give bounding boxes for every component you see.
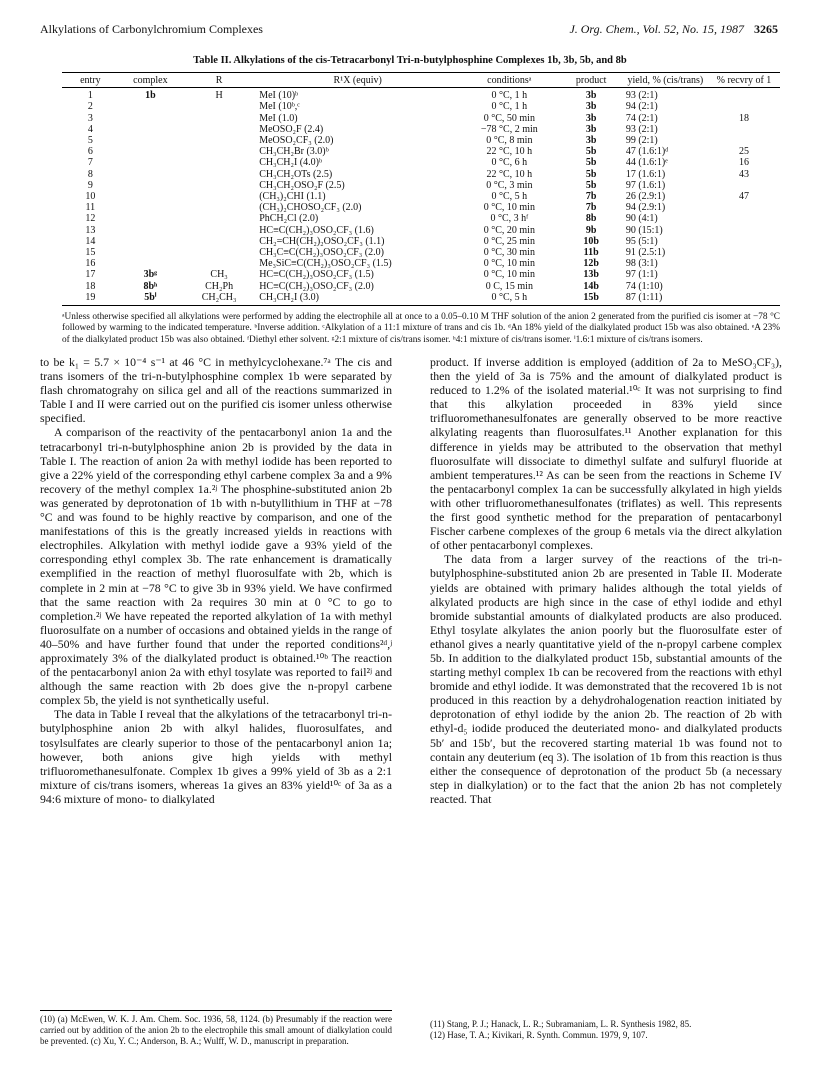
cell-entry: 1: [87, 90, 93, 102]
cell-complex: 1b: [145, 90, 156, 102]
cell-product: 7b: [585, 202, 597, 214]
cell-rx: CH₃CH₂Br (3.0)ᵇ: [259, 146, 329, 158]
cell-rx: CH₃CH₂OTs (2.5): [259, 168, 333, 180]
cell-yield: 94 (2:1): [625, 101, 658, 113]
cell-r: [182, 180, 256, 191]
cell-entry: 2: [87, 101, 93, 113]
cell-complex: [119, 225, 182, 236]
cell-product: 14b: [583, 280, 599, 292]
table-row: [62, 157, 780, 168]
cell-rx: MeI (10)ᵇ: [259, 90, 299, 102]
table-row: [62, 191, 780, 202]
cell-complex: [119, 101, 182, 112]
cell-complex: [119, 113, 182, 124]
col-complex: complex: [119, 73, 182, 88]
cell-product: 9b: [585, 224, 597, 236]
cell-rx: HC≡C(CH₂)₃OSO₂CF₃ (1.6): [259, 224, 374, 236]
cell-r: [182, 124, 256, 135]
cell-recovery: [708, 202, 780, 213]
cell-product: 3b: [585, 101, 597, 113]
cell-r: [182, 191, 256, 202]
cell-complex: 3bᵍ: [143, 269, 158, 281]
cell-product: 5b: [585, 157, 597, 169]
cell-yield: 87 (1:11): [623, 292, 708, 306]
cell-yield: 47 (1.6:1)ᵈ: [625, 146, 669, 158]
cell-cond: 0 °C, 25 min: [483, 235, 535, 247]
cell-yield: 90 (15:1): [625, 224, 663, 236]
table-row: [62, 113, 780, 124]
cell-cond: 0 °C, 10 min: [483, 258, 535, 270]
cell-product: 8b: [585, 213, 597, 225]
cell-product: 7b: [585, 191, 597, 203]
cell-rx: CH₂=CH(CH₂)₂OSO₂CF₃ (1.1): [259, 235, 385, 247]
cell-recovery: [708, 225, 780, 236]
cell-recovery: [708, 236, 780, 247]
cell-cond: 0 °C, 30 min: [483, 247, 535, 259]
cell-yield: 44 (1.6:1)ᵉ: [625, 157, 668, 169]
table-row: [62, 258, 780, 269]
cell-rx: HC≡C(CH₂)₃OSO₂CF₃ (2.0): [259, 280, 374, 292]
cell-product: 12b: [583, 258, 599, 270]
cell-complex: [119, 180, 182, 191]
table-row: [62, 169, 780, 180]
cell-rx: MeI (1.0): [259, 112, 298, 124]
cell-cond: 0 °C, 1 h: [491, 101, 528, 113]
cell-entry: 17: [85, 269, 96, 281]
cell-rx: CH₃CH₂I (4.0)ᵇ: [259, 157, 323, 169]
cell-cond: 22 °C, 10 h: [486, 168, 533, 180]
cell-rx: MeI (10ᵇ,ᶜ: [259, 101, 300, 113]
cell-cond: 0 °C, 6 h: [491, 157, 528, 169]
cell-product: 11b: [583, 247, 599, 259]
cell-cond: 0 °C, 5 h: [459, 292, 559, 306]
cell-r: CH₂CH₃: [182, 292, 256, 306]
table-footnotes: ᵃUnless otherwise specified all alkylations were performed by adding the electrophile all at once to a 0.05–0.10 M THF solution of the anion 2 generated from the purified cis isomer at −78 °C followed by warming to the indicated temperature. ᵇInverse addition. ᶜAlkylation of a 11:1 mixture of trans and cis 1b. ᵈAn 18% yield of the dialkylated product 15b was also obtained. ᵉA 23% of the dialkylated product 15b was also obtained. ᶠDiethyl ether solvent. ᵍ2:1 mixture of cis/trans isomer. ʰ4:1 mixture of cis/trans isomer. ⁱ1.6:1 mixture of cis/trans isomers.: [62, 312, 780, 345]
cell-entry: 18: [85, 280, 96, 292]
table-row: [62, 269, 780, 280]
cell-recovery: 18: [738, 112, 749, 124]
cell-recovery: [708, 213, 780, 224]
cell-complex: [119, 191, 182, 202]
cell-complex: [119, 169, 182, 180]
cell-recovery: 25: [738, 146, 749, 158]
cell-recovery: [708, 269, 780, 280]
cell-recovery: [708, 292, 780, 306]
cell-rx: (CH₃)₂CHI (1.1): [259, 191, 326, 203]
col-product: product: [560, 73, 623, 88]
cell-product: 15b: [560, 292, 623, 306]
cell-cond: 0 °C, 50 min: [483, 112, 535, 124]
cell-product: 3b: [585, 90, 597, 102]
cell-r: H: [215, 90, 223, 102]
cell-entry: 6: [87, 146, 93, 158]
cell-recovery: [708, 124, 780, 135]
cell-rx: CH₃CH₂OSO₂F (2.5): [259, 179, 345, 191]
cell-complex: [119, 258, 182, 269]
table-row: [62, 146, 780, 157]
cell-cond: 0 °C, 20 min: [483, 224, 535, 236]
cell-rx: (CH₃)₂CHOSO₂CF₃ (2.0): [259, 202, 362, 214]
cell-complex: [119, 202, 182, 213]
cell-product: 5b: [585, 146, 597, 158]
cell-complex: 5bⁱ: [119, 292, 182, 306]
cell-r: [182, 101, 256, 112]
cell-r: [182, 247, 256, 258]
table-row: [62, 124, 780, 135]
cell-yield: 17 (1.6:1): [625, 168, 666, 180]
cell-yield: 97 (1:1): [625, 269, 658, 281]
cell-cond: −78 °C, 2 min: [480, 123, 538, 135]
cell-yield: 91 (2.5:1): [625, 247, 666, 259]
cell-yield: 74 (2:1): [625, 112, 658, 124]
cell-product: 3b: [585, 123, 597, 135]
table-row: [62, 202, 780, 213]
cell-yield: 74 (1:10): [625, 280, 663, 292]
table-caption: Table II. Alkylations of the cis-Tetracarbonyl Tri-n-butylphosphine Complexes 1b, 3b, 5b, and 8b: [193, 55, 627, 66]
reference: (12) Hase, T. A.; Kivikari, R. Synth. Commun. 1979, 9, 107.: [430, 1030, 648, 1040]
cell-recovery: 47: [738, 191, 749, 203]
cell-product: 5b: [585, 179, 597, 191]
cell-product: 5b: [585, 168, 597, 180]
cell-r: CH₂Ph: [205, 280, 234, 292]
cell-rx: MeOSO₂CF₃ (2.0): [259, 135, 334, 147]
cell-complex: [119, 146, 182, 157]
references-right: [430, 1019, 782, 1041]
cell-yield: 94 (2.9:1): [625, 202, 666, 214]
cell-r: [182, 169, 256, 180]
cell-recovery: [708, 258, 780, 269]
cell-product: 3b: [585, 112, 597, 124]
journal-info: J. Org. Chem., Vol. 52, No. 15, 1987: [569, 22, 744, 36]
table-row: [62, 247, 780, 258]
col-r: R: [182, 73, 256, 88]
cell-r: [182, 146, 256, 157]
journal-citation: [569, 22, 778, 37]
table-row: [62, 281, 780, 292]
cell-complex: [119, 247, 182, 258]
table-row: [62, 236, 780, 247]
cell-recovery: [708, 281, 780, 292]
cell-complex: [119, 124, 182, 135]
running-header: [40, 22, 778, 38]
cell-cond: 0 °C, 3 hᶠ: [490, 213, 529, 225]
col-entry: entry: [62, 73, 119, 88]
cell-r: [182, 213, 256, 224]
cell-entry: 8: [87, 168, 93, 180]
cell-yield: 93 (2:1): [625, 123, 658, 135]
cell-complex: [119, 236, 182, 247]
cell-r: [182, 258, 256, 269]
cell-cond: 0 °C, 10 min: [483, 269, 535, 281]
paragraph: The data from a larger survey of the reactions of the tri-n-butylphosphine-substituted anion 2b are presented in Table II. Moderate yields are obtained with primary halides although the total yields of alkylated products are high since in the case of ethyl iodide and ethyl bromide substantial amounts of dialkylated products are also produced. Ethyl tosylate alkylates the anion poorly but the fluorosulfate ester of ethanol gives a nearly quantitative yield of the n-propyl carbene complex 5b. In addition to the dialkylated product 15b, substantial amounts of the starting methyl complex 1b can be recovered from the reactions with ethyl bromide and ethyl iodide. It was demonstrated that the recovered 1b is not produced in this reaction by a dehydrohalogenation reaction initiated by deprotonation of ethyl iodide by the anion 2b. The reaction of 2b with ethyl-d₅ iodide produced the deuteriated mono- and dialkylated products 5b′ and 15b′, but the recovered starting material 1b was found not to contain any deuterium (eq 3). The isolation of 1b from this reaction is thus either the consequence of deprotonation of the product 5b (a necessary step in dialkylation) or to the fact that the anion 2b has not completely reacted. That: [430, 552, 782, 806]
cell-rx: HC≡C(CH₂)₃OSO₂CF₃ (1.5): [259, 269, 374, 281]
cell-yield: 99 (2:1): [625, 135, 658, 147]
cell-yield: 26 (2.9:1): [625, 191, 666, 203]
body-column-left: [40, 355, 392, 806]
cell-recovery: [708, 247, 780, 258]
reference: (10) (a) McEwen, W. K. J. Am. Chem. Soc. 1936, 58, 1124. (b) Presumably if the reaction were carried out by addition of the anion 2b to the electrophile this small amount of dialkylation could be prevented. (c) Xu, Y. C.; Anderson, B. A.; Wulff, W. D., manuscript in preparation.: [40, 1014, 392, 1046]
references-left: [40, 1010, 392, 1047]
cell-r: [182, 113, 256, 124]
cell-yield: 98 (3:1): [625, 258, 658, 270]
col-recovery: % recvry of 1: [708, 73, 780, 88]
cell-rx: PhCH₂Cl (2.0): [259, 213, 319, 225]
cell-yield: 93 (2:1): [625, 90, 658, 102]
cell-cond: 0 °C, 8 min: [486, 135, 533, 147]
cell-yield: 95 (5:1): [625, 235, 658, 247]
cell-r: CH₃: [210, 269, 228, 281]
cell-r: [182, 202, 256, 213]
table-row: [62, 292, 780, 306]
table-row: [62, 101, 780, 112]
cell-entry: 14: [85, 235, 96, 247]
table-body: [62, 88, 780, 306]
table-row: [62, 213, 780, 224]
cell-entry: 16: [85, 258, 96, 270]
running-title: Alkylations of Carbonylchromium Complexes: [40, 22, 263, 36]
table-row: [62, 135, 780, 146]
cell-entry: 5: [87, 135, 93, 147]
cell-recovery: [708, 180, 780, 191]
cell-recovery: [708, 135, 780, 146]
cell-recovery: 16: [738, 157, 749, 169]
cell-r: [182, 135, 256, 146]
cell-complex: 8bʰ: [143, 280, 158, 292]
cell-cond: 0 °C, 3 min: [486, 179, 533, 191]
cell-cond: 0 °C, 5 h: [491, 191, 528, 203]
reference: (11) Stang, P. J.; Hanack, L. R.; Subramaniam, L. R. Synthesis 1982, 85.: [430, 1019, 692, 1029]
cell-entry: 13: [85, 224, 96, 236]
cell-product: 3b: [585, 135, 597, 147]
cell-recovery: 43: [738, 168, 749, 180]
cell-cond: 0 C, 15 min: [485, 280, 533, 292]
cell-complex: [119, 213, 182, 224]
cell-entry: 4: [87, 123, 93, 135]
cell-yield: 90 (4:1): [625, 213, 658, 225]
cell-product: 13b: [583, 269, 599, 281]
cell-entry: 7: [87, 157, 93, 169]
paragraph: A comparison of the reactivity of the pentacarbonyl anion 1a and the tetracarbonyl tri-n-butylphosphine anion 2b is provided by the data in Table I. The reaction of anion 2a with methyl iodide has been reported to give a 22% yield of the corresponding ethyl carbene complex 3a and a 9% recovery of the methyl complex 1a.²ʲ The phosphine-substituted anion 2b was generated by deprotonation of 1b with n-butyllithium in THF at −78 °C and was found to be highly reactive by comparison, and one of the manifestations of this is the greatly increased yields in reactions with electrophiles. Alkylation with methyl iodide gave a 93% yield of the corresponding ethyl complex 3b. The rate enhancement is dramatically exemplified in the reaction of methyl fluorosulfate with 2b, which is complete in 2 min at −78 °C to give 3b in 93% yield. We have confirmed that the same reaction with 2a requires 30 min at 0 °C to go to completion.²ʲ We have repeated the reported alkylation of 1a with methyl fluorosulfate on a number of occasions and obtained yields in the range of 40–50% and have further found that under the reported conditions²ᵈ,ʲ approximately 3% of the dialkylated product is obtained.¹⁰ᵇ The reaction of the pentacarbonyl anion 2a with ethyl tosylate was reported to fail²ʲ and although the same reaction with 2b does give the n-propyl carbene complex 5b, the yield is not synthetically useful.: [40, 425, 392, 708]
table-row: [62, 88, 780, 102]
cell-entry: 12: [85, 213, 96, 225]
cell-entry: 11: [85, 202, 96, 214]
col-conditions: conditionsᵃ: [459, 73, 559, 88]
cell-rx: CH₃C≡C(CH₂)₃OSO₂CF₃ (2.0): [259, 247, 384, 259]
cell-rx: Me₃SiC≡C(CH₂)₃OSO₂CF₃ (1.5): [259, 258, 392, 270]
cell-entry: 3: [87, 112, 93, 124]
cell-cond: 22 °C, 10 h: [486, 146, 533, 158]
col-yield: yield, % (cis/trans): [623, 73, 708, 88]
cell-recovery: [708, 101, 780, 112]
cell-recovery: [708, 88, 780, 102]
paragraph: to be k₁ = 5.7 × 10⁻⁴ s⁻¹ at 46 °C in methylcyclohexane.⁷ᵃ The cis and trans isomers of the tri-n-butylphosphine complex 1b were separated by flash chromatograhy on silica gel and all of the reactions summarized in Table I and II were carried out on the purified cis isomer unless otherwise specified.: [40, 355, 392, 426]
alkylation-table: [62, 72, 780, 306]
paragraph: The data in Table I reveal that the alkylations of the tetracarbonyl tri-n-butylphosphine anion 2b with alkyl halides, fluorosulfates, and tosylsulfates are clearly superior to those of the pentacarbonyl anion 1a; however, both anions give high yields with methyl trifluoromethanesulfonate. Complex 1b gives a 99% yield of 3b as a 2:1 mixture of cis/trans isomers, whereas 1a gives an 83% yield¹⁰ᶜ of 3a as a 94:6 mixture of mono- to dialkylated: [40, 707, 392, 806]
col-rx: R¹X (equiv): [256, 73, 459, 88]
cell-cond: 0 °C, 1 h: [491, 90, 528, 102]
table-row: [62, 225, 780, 236]
cell-cond: 0 °C, 10 min: [483, 202, 535, 214]
cell-entry: 15: [85, 247, 96, 259]
cell-r: [182, 157, 256, 168]
cell-entry: 19: [62, 292, 119, 306]
table-row: [62, 180, 780, 191]
cell-rx: CH₃CH₂I (3.0): [256, 292, 459, 306]
cell-r: [182, 236, 256, 247]
cell-r: [182, 225, 256, 236]
body-column-right: [430, 355, 782, 806]
cell-product: 10b: [583, 235, 599, 247]
cell-complex: [119, 157, 182, 168]
cell-entry: 9: [87, 179, 93, 191]
cell-yield: 97 (1.6:1): [625, 179, 666, 191]
cell-complex: [119, 135, 182, 146]
cell-rx: MeOSO₂F (2.4): [259, 123, 324, 135]
cell-entry: 10: [85, 191, 96, 203]
page-number: 3265: [754, 22, 778, 36]
paragraph: product. If inverse addition is employed (addition of 2a to MeSO₃CF₃), then the yield of 3a is 75% and the amount of dialkylated product is reduced to 1.2% of the isolated material.¹⁰ᶜ It was not surprising to find that this alkylation proceeded in 83% yield since trifluoromethanesulfonates are generally observed to be more reactive alkylating reagents than fluorosulfates.¹¹ Another explanation for this difference in yields may be attributed to the observation that methyl fluorosulfate will dissociate to dimethyl sulfate and sulfuryl fluoride at ambient temperatures.¹² As can be seen from the reactions in Scheme IV the pentacarbonyl complex 1a can be successfully alkylated in high yields with other trifluoromethanesulfonates (triflates) as well. This represents the first good synthetic method for the preparation of pentacarbonyl Fischer carbene complexes of the group 6 metals via the direct alkylation of other pentacarbonyl complexes.: [430, 355, 782, 553]
